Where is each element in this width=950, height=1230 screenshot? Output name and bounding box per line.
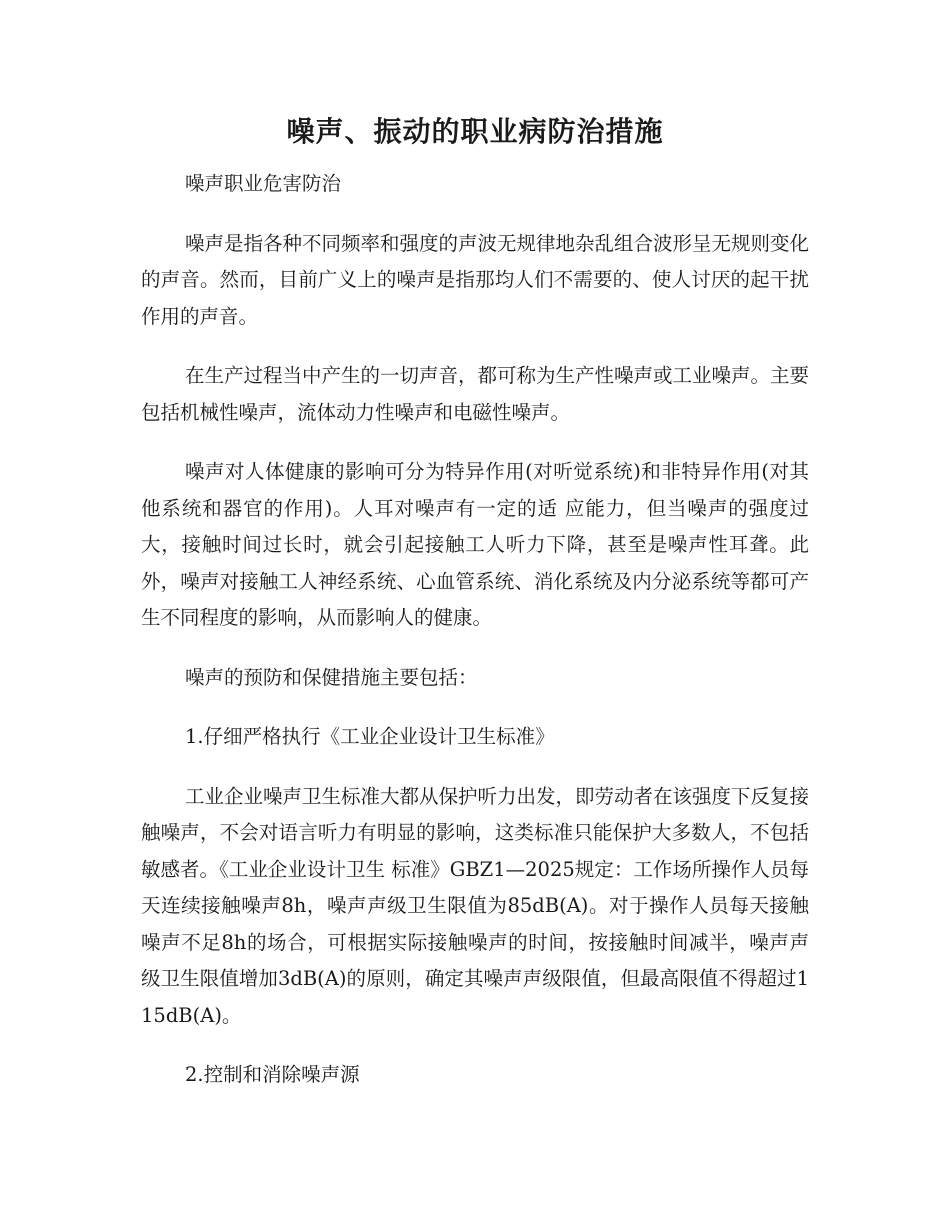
- document-title: 噪声、振动的职业病防治措施: [286, 115, 664, 148]
- paragraph-noise-definition: 噪声是指各种不同频率和强度的声波无规律地杂乱组合波形呈无规则变化的声音。然而，目前广义上的噪声是指那均人们不需要的、使人讨厌的起干扰作用的声音。: [141, 231, 810, 328]
- document-body: [141, 166, 809, 1117]
- paragraph-industrial-noise: 在生产过程当中产生的一切声音，都可称为生产性噪声或工业噪声。主要包括机械性噪声，流体动力性噪声和电磁性噪声。: [141, 364, 810, 424]
- paragraph-standard-details: 工业企业噪声卫生标准大都从保护听力出发，即劳动者在该强度下反复接触噪声，不会对语言听力有明显的影响，这类标准只能保护大多数人，不包括敏感者。《工业企业设计卫生 标准》GBZ1—2025规定：工作场所操作人员每天连续接触噪声8h，噪声声级卫生限值为85dB(A)。对于操作人员每天接触噪声不足8h的场合，可根据实际接触噪声的时间，按接触时间减半，噪声声级卫生限值增加3dB(A)的原则，确定其噪声声级限值，但最高限值不得超过115dB(A)。: [141, 784, 810, 1027]
- paragraph-prevention-intro: 噪声的预防和保健措施主要包括：: [185, 665, 478, 689]
- paragraph-health-effects: 噪声对人体健康的影响可分为特异作用(对听觉系统)和非特异作用(对其他系统和器官的作用)。人耳对噪声有一定的适 应能力，但当噪声的强度过大，接触时间过长时，就会引起接触工人听力下降，甚至是噪声性耳聋。此外，噪声对接触工人神经系统、心血管系统、消化系统及内分泌系统等都可产生不同程度的影响，从而影响人的健康。: [141, 460, 809, 629]
- section-heading-noise-hazard-prevention: 噪声职业危害防治: [185, 172, 342, 195]
- list-item-2-heading: 2.控制和消除噪声源: [185, 1063, 360, 1086]
- list-item-1-heading: 1.仔细严格执行《工业企业设计卫生标准》: [185, 725, 555, 748]
